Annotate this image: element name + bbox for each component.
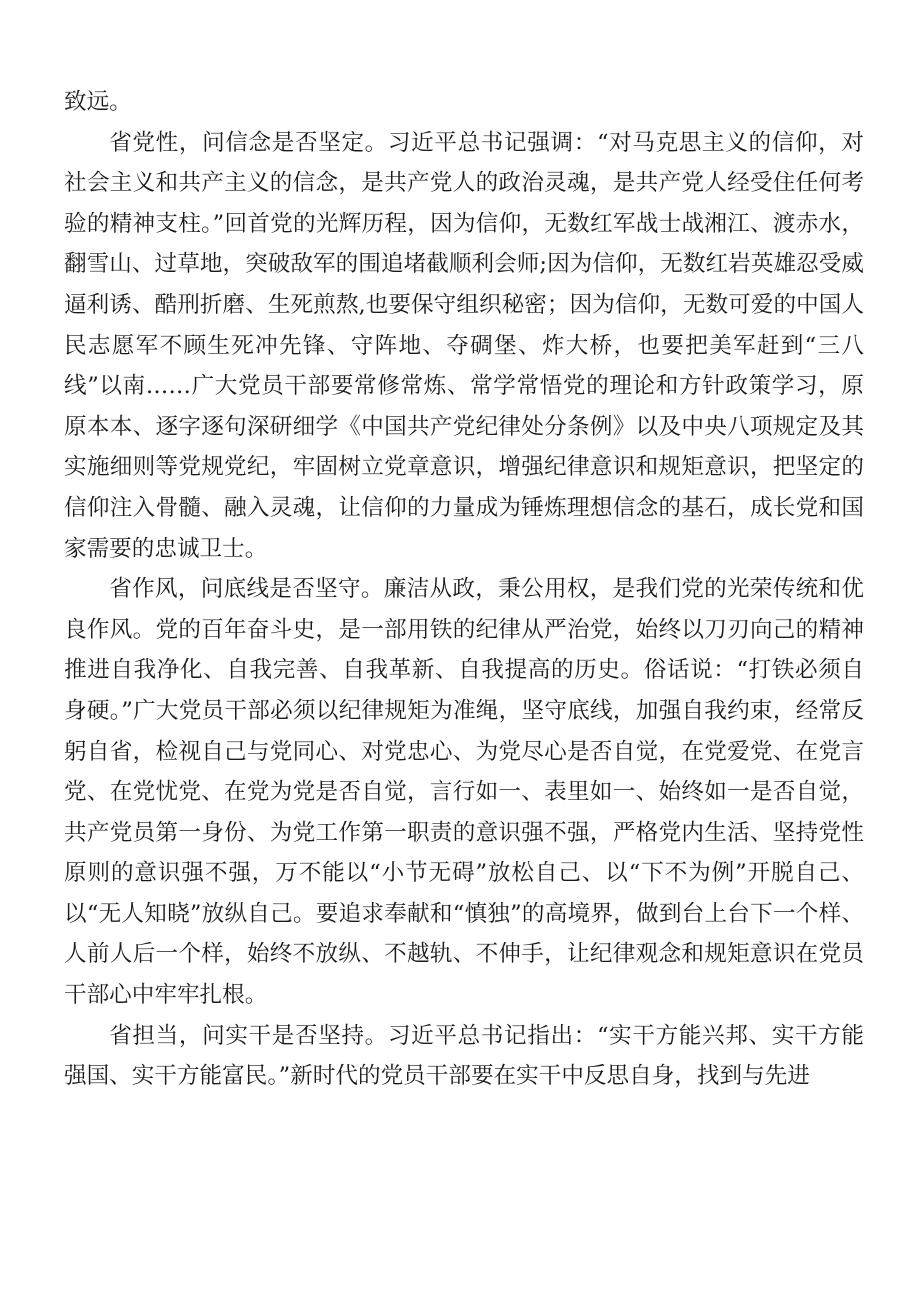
document-body <box>64 82 864 1097</box>
paragraph-party-spirit: 省党性，问信念是否坚定。习近平总书记强调：“对马克思主义的信仰，对社会主义和共产主义的信念，是共产党人的政治灵魂，是共产党人经受住任何考验的精神支柱。”回首党的光辉历程，因为信仰，无数红军战士战湘江、渡赤水，翻雪山、过草地，突破敌军的围追堵截顺利会师;因为信仰，无数红岩英雄忍受威逼利诱、酷刑折磨、生死煎熬,也要保守组织秘密；因为信仰，无数可爱的中国人民志愿军不顾生死冲先锋、守阵地、夺碉堡、炸大桥，也要把美军赶到“三八线”以南……广大党员干部要常修常炼、常学常悟党的理论和方针政策学习，原原本本、逐字逐句深研细学《中国共产党纪律处分条例》以及中央八项规定及其实施细则等党规党纪，牢固树立党章意识，增强纪律意识和规矩意识，把坚定的信仰注入骨髓、融入灵魂，让信仰的力量成为锤炼理想信念的基石，成长党和国家需要的忠诚卫士。 <box>64 129 864 562</box>
paragraph-work-style: 省作风，问底线是否坚守。廉洁从政，秉公用权，是我们党的光荣传统和优良作风。党的百年奋斗史，是一部用铁的纪律从严治党，始终以刀刃向己的精神推进自我净化、自我完善、自我革新、自我提高的历史。俗话说：“打铁必须自身硬。”广大党员干部必须以纪律规矩为准绳，坚守底线，加强自我约束，经常反躬自省，检视自己与党同心、对党忠心、为党尽心是否自觉，在党爱党、在党言党、在党忧党、在党为党是否自觉，言行如一、表里如一、始终如一是否自觉，共产党员第一身份、为党工作第一职责的意识强不强，严格党内生活、坚持党性原则的意识强不强，万不能以“小节无碍”放松自己、以“下不为例”开脱自己、以“无人知晓”放纵自己。要追求奉献和“慎独”的高境界，做到台上台下一个样、人前人后一个样，始终不放纵、不越轨、不伸手，让纪律观念和规矩意识在党员干部心中牢牢扎根。 <box>64 576 864 1009</box>
paragraph-continuation: 致远。 <box>64 89 132 115</box>
paragraph-responsibility: 省担当，问实干是否坚持。习近平总书记指出：“实干方能兴邦、实干方能强国、实干方能富民。”新时代的党员干部要在实干中反思自身，找到与先进 <box>64 1022 864 1090</box>
